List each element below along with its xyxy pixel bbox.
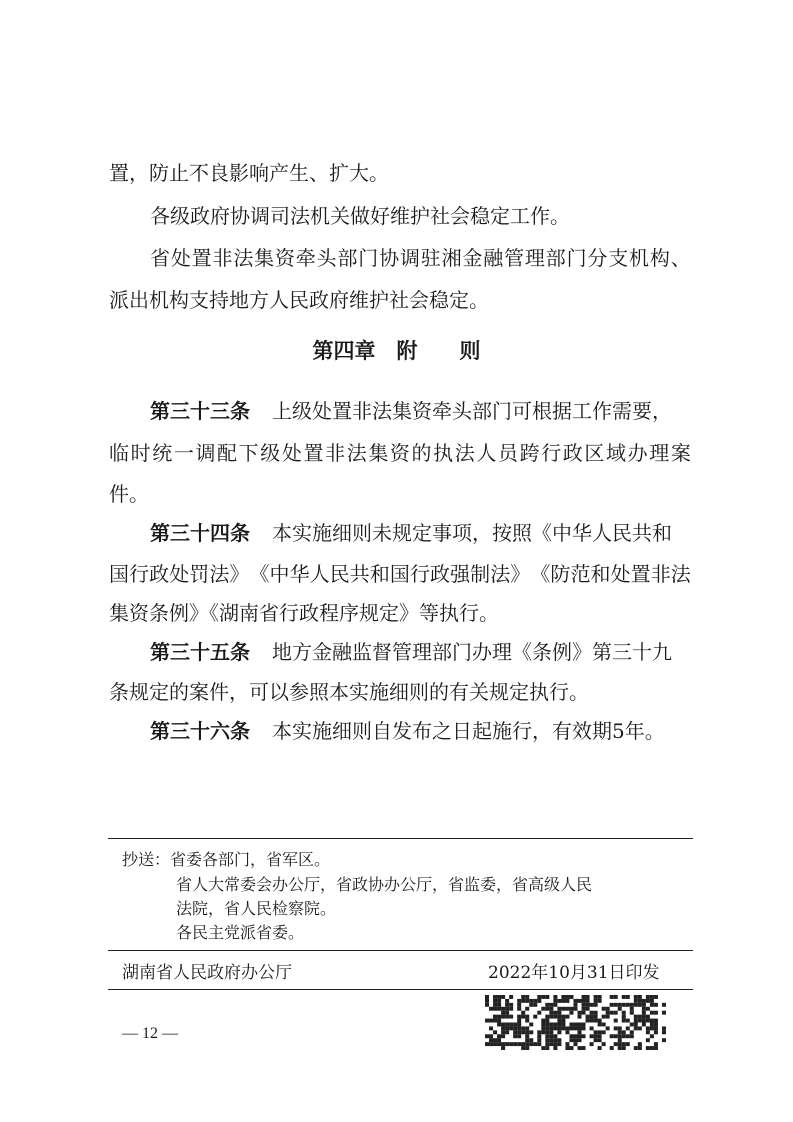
cc-line-1	[122, 849, 330, 871]
body-line-1: 置，防止不良影响产生、扩大。	[109, 161, 389, 185]
article-33-text: 上级处置非法集资牵头部门可根据工作需要，	[272, 399, 672, 423]
body-line-4: 派出机构支持地方人民政府维护社会稳定。	[109, 288, 489, 312]
article-36-line	[150, 718, 665, 744]
page-number: — 12 —	[122, 1025, 178, 1042]
qr-code-icon	[485, 995, 670, 1050]
cc-recipients-1: 省委各部门，省军区。	[170, 850, 331, 869]
cc-top-rule	[108, 838, 693, 839]
footer-bottom-rule	[108, 989, 693, 990]
article-34-line-3: 集资条例》《湖南省行政程序规定》等执行。	[109, 601, 499, 625]
cc-line-3: 法院，省人民检察院。	[176, 899, 337, 918]
issue-date: 2022年10月31日印发	[488, 963, 660, 983]
article-35-text: 地方金融监督管理部门办理《条例》第三十九	[272, 640, 672, 664]
article-33-number: 第三十三条	[150, 399, 250, 423]
body-line-2: 各级政府协调司法机关做好维护社会稳定工作。	[150, 204, 570, 228]
article-36-text: 本实施细则自发布之日起施行，有效期5年。	[272, 719, 665, 743]
article-35-number: 第三十五条	[150, 640, 250, 664]
article-35-line-2: 条规定的案件，可以参照本实施细则的有关规定执行。	[109, 680, 589, 704]
issuer-name: 湖南省人民政府办公厅	[122, 963, 292, 983]
article-33-line-3: 件。	[109, 482, 149, 506]
article-36-number: 第三十六条	[150, 719, 250, 743]
article-33-line-2: 临 时 统 一 调 配 下 级 处 置 非 法 集 资 的 执 法 人 员 跨 行 政 区 域 办 理 案	[109, 441, 691, 465]
article-34-line-2: 国 行 政 处 罚 法 》 《 中 华 人 民 共 和 国 行 政 强 制 法 》 《 防 范 和 处 置 非 法	[109, 562, 691, 586]
chapter-heading: 第四章 附 则	[312, 339, 481, 363]
article-34-first-line	[150, 520, 672, 546]
body-line-3: 省 处 置 非 法 集 资 牵 头 部 门 协 调 驻 湘 金 融 管 理 部 门 分 支 机 构 、	[150, 246, 691, 270]
cc-label: 抄送：	[122, 850, 171, 869]
cc-line-4: 各民主党派省委。	[176, 923, 305, 942]
article-35-first-line	[150, 639, 672, 665]
article-34-number: 第三十四条	[150, 521, 250, 545]
cc-line-2: 省人大常委会办公厅，省政协办公厅，省监委，省高级人民	[176, 875, 593, 894]
cc-bottom-rule	[108, 950, 693, 951]
article-34-text: 本实施细则未规定事项，按照《中华人民共和	[272, 521, 672, 545]
article-33-first-line	[150, 398, 672, 424]
